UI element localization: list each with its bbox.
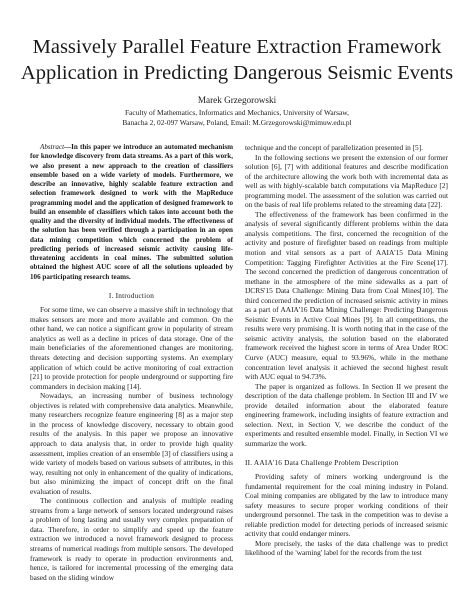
paragraph: The paper is organized as follows. In Section II we present the description of the data challenge problem. In Section III and IV we provide detailed information about the elaborated feature engineering framework, including insights of feature extraction and selection. Next, in Section V, we describe the conduct of the experiments and resulted ensemble model. Finally, in Section VI we summarize the work. xyxy=(245,381,448,448)
affiliation-line-2: Banacha 2, 02-097 Warsaw, Poland, Email: M.Grzegorowski@mimuw.edu.pl xyxy=(122,118,352,128)
abstract-lead: Abstract xyxy=(40,143,65,151)
right-column xyxy=(245,143,448,558)
paragraph: The continuous collection and analysis of multiple reading streams from a large network of sensors located underground raises a problem of long lasting and usually very complex preparation of data. Therefore, in order to simplify and speed up the feature extraction we introduced a novel framework designed to process streams of numerical readings from multiple sensors. The developed framework is ready to operate in production environments and, hence, is tailored for incremental processing of the emerging data based on the sliding window xyxy=(30,496,233,582)
left-column xyxy=(30,143,233,582)
paper-title xyxy=(20,34,454,86)
title-line-2: Application in Predicting Dangerous Seismic Events xyxy=(20,62,454,84)
title-line-1: Massively Parallel Feature Extraction Framework xyxy=(32,36,442,58)
author-name: Marek Grzegorowski xyxy=(197,95,277,105)
paragraph: In the following sections we present the extension of our former solution [6], [7] with additional features and describe modification of the architecture allowing the work both with incremental data as well as with highly-scalable batch computations via MapReduce [2] programming model. The assessment of the solution was carried out on the basis of real life problems related to the streaming data [22]. xyxy=(245,152,448,210)
paragraph: Nowadays, an increasing number of business technology objectives is related with comprehensive data analytics. Meanwhile, many researchers recognize feature engineering [8] as a major step in the process of knowledge discovery, necessary to obtain good results of the analysis. In this paper we propose an innovative approach to data analysis that, in order to provide high quality assessment, implies creation of an ensemble [3] of classifiers using a wide variety of models based on various subsets of attributes, in this way, resulting not only in enhancement of the quality of indications, but also minimizing the impact of concept drift on the final evaluation of results. xyxy=(30,391,233,496)
paragraph: For some time, we can observe a massive shift in technology that makes sensors are more and more available and common. On the other hand, we can notice a significant grow in popularity of stream analytics as well as a decline in prices of data storage. One of the main beneficiaries of the aforementioned changes are monitoring, threats detecting and decision supporting systems. An exemplary application of which could be active monitoring of coal extraction [21] to provide protection for people underground or supporting fire commanders in decision making [14]. xyxy=(30,305,233,391)
section-heading-problem-description: II. AAIA'16 Data Challenge Problem Description xyxy=(245,457,399,467)
paragraph: More precisely, the tasks of the data challenge was to predict likelihood of the 'warning' label for the records from the test xyxy=(245,538,448,558)
author-affiliation xyxy=(20,108,454,128)
abstract xyxy=(30,143,233,282)
abstract-text: —In this paper we introduce an automated mechanism for knowledge discovery from data streams. As a part of this work, we also present a new approach to the creation of classifiers ensemble based on a wide variety of models. Furthermore, we describe an innovative, highly scalable feature extraction and selection framework designed to work with the MapReduce programming model and the application of designed framework to build an ensemble of classifiers which takes into account both the quality and the diversity of individual models. The effectiveness of the solution has been verified through a participation in an open data mining competition which concerned the problem of predicting periods of increased seismic activity causing life-threatening accidents in coal mines. The submitted solution obtained the highest AUC score of all the solutions uploaded by 106 participating research teams. xyxy=(30,143,233,281)
affiliation-line-1: Faculty of Mathematics, Informatics and Mechanics, University of Warsaw, xyxy=(125,108,349,117)
section-heading-introduction: I. Introduction xyxy=(108,290,155,300)
paragraph: technique and the concept of parallelization presented in [5]. xyxy=(245,143,424,152)
paragraph: The effectiveness of the framework has been confirmed in the analysis of several significantly different problems within the data analysis competitions. The first, concerned the recognition of the activity and posture of firefighter based on readings from multiple motion and vital sensors as a part of AAIA'15 Data Mining Competition: Tagging Firefighter Activities at the Fire Scene[17]. The second concerned the prediction of dangerous concentration of methane in the atmosphere of the mine sidewalks as a part of IJCRS'15 Data Challenge: Mining Data from Coal Mines[10]. The third concerned the prediction of increased seismic activity in mines as a part of AAIA'16 Data Mining Challenge: Predicting Dangerous Seismic Events in Active Coal Mines [9]. In all competitions, the results were very promising. It is worth noting that in the case of the seismic activity analysis, the solution based on the elaborated framework received the highest score in terms of Area Under ROC Curve (AUC) measure, equal to 93.96%, while in the methane concentration level analysis it achieved the second highest result with AUC equal to 94.73%. xyxy=(245,209,448,382)
paragraph: Providing safety of miners working underground is the fundamental requirement for the coal mining industry in Poland. Coal mining companies are obligated by the law to introduce many safety measures to secure proper working conditions of their underground personnel. The task in the competition was to devise a reliable prediction model for detecting periods of increased seismic activity that could endanger miners. xyxy=(245,472,448,539)
